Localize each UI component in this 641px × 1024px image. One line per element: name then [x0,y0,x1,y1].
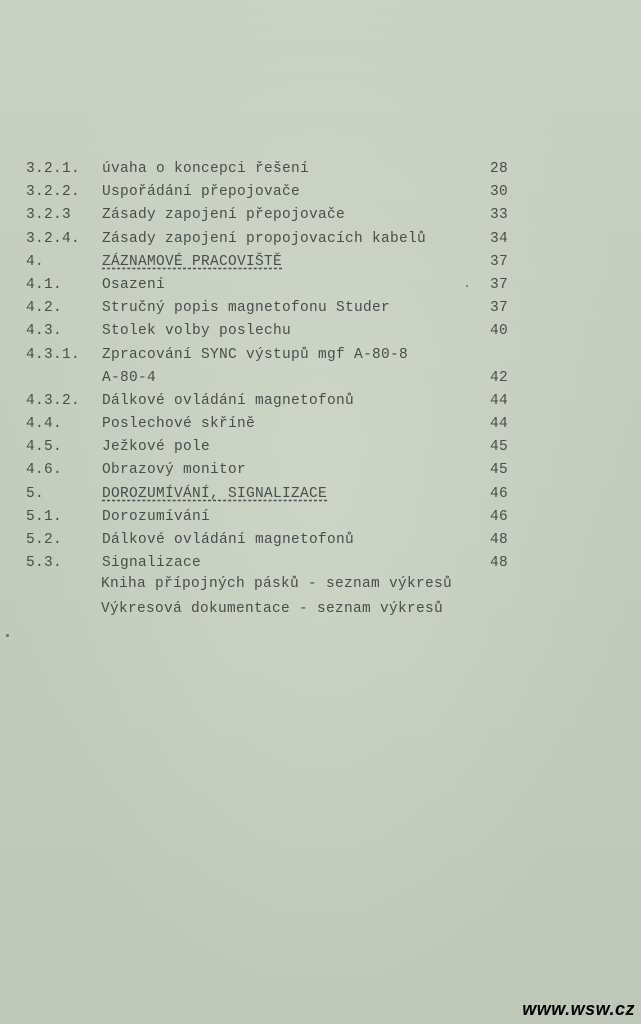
section-title: Dálkové ovládání magnetofonů [102,532,355,548]
toc-row [26,274,526,297]
section-number: 3.2.3 [26,207,72,224]
page-number: 40 [489,323,508,340]
section-number: 5.1. [26,508,63,525]
page-number: 28 [489,161,508,177]
page-number: 37 [489,276,508,293]
section-number: 4.6. [26,462,63,479]
section-title: Dorozumívání [102,508,211,525]
toc-row [26,529,526,552]
section-title: Stolek volby poslechu [102,323,292,340]
toc-row [26,390,526,413]
section-number: 4.1. [26,276,63,293]
toc-row [26,320,526,343]
toc-row [26,436,526,459]
section-title: A-80-4 [102,369,157,386]
section-number: 4.2. [26,300,63,317]
chapter-heading: ZÁZNAMOVÉ PRACOVIŠTĚ [102,253,283,270]
section-title: Osazení [102,276,166,293]
section-number: 3.2.2. [26,184,81,201]
section-title: Signalizace [102,555,202,572]
section-number: 5.3. [26,555,63,572]
page-number: 46 [489,508,508,525]
toc-row [26,297,526,320]
section-number: 4.3.1. [26,346,81,363]
page-number: 33 [489,207,508,224]
toc-row [26,204,526,227]
toc-row [26,228,526,251]
section-number: 4.3. [26,323,63,340]
page-number: 37 [489,253,508,270]
section-title: Stručný popis magnetofonu Studer [102,300,391,317]
section-title: Dálkové ovládání magnetofonů [102,392,355,409]
section-number: 3.2.4. [26,230,81,247]
page-number: 48 [489,555,508,572]
page-number: 46 [489,485,508,502]
site-watermark: www.wsw.cz [522,999,635,1019]
toc-row [26,506,526,529]
section-number: 5.2. [26,532,63,548]
table-of-contents [26,158,526,575]
section-title: Obrazový monitor [102,462,247,479]
toc-row [26,181,526,204]
toc-row [26,367,526,390]
page-number: 48 [489,532,508,548]
toc-row [26,459,526,482]
page-number: 42 [489,369,508,386]
toc-row [26,413,526,436]
section-number: 3.2.1. [26,161,81,177]
appendix-line: Kniha přípojných pásků - seznam výkresů [101,576,453,592]
page-number: 44 [489,416,508,433]
section-title: Poslechové skříně [102,416,256,433]
section-title: Zásady zapojení přepojovače [102,207,346,224]
toc-row [26,251,526,274]
toc-row [26,344,526,367]
page-number: 34 [489,230,508,247]
page-number: 44 [489,392,508,409]
section-number: 4.3.2. [26,392,81,409]
section-title: úvaha o koncepci řešení [102,161,310,177]
section-number: 5. [26,485,45,502]
page-number: 30 [489,184,508,201]
section-title: Zásady zapojení propojovacích kabelů [102,230,427,247]
section-title: Uspořádání přepojovače [102,184,301,201]
chapter-heading: DOROZUMÍVÁNÍ, SIGNALIZACE [102,485,328,502]
toc-row [26,483,526,506]
appendix-line: Výkresová dokumentace - seznam výkresů [101,601,444,617]
section-title: Ježkové pole [102,439,211,456]
section-number: 4.4. [26,416,63,433]
toc-row [26,158,526,181]
section-number: 4.5. [26,439,63,456]
toc-row [26,552,526,575]
page-number: 45 [489,439,508,456]
section-title: Zpracování SYNC výstupů mgf A-80-8 [102,346,409,363]
paper-speck [466,285,468,287]
page-number: 37 [489,300,508,317]
section-number: 4. [26,253,45,270]
paper-speck [6,634,9,637]
page-number: 45 [489,462,508,479]
